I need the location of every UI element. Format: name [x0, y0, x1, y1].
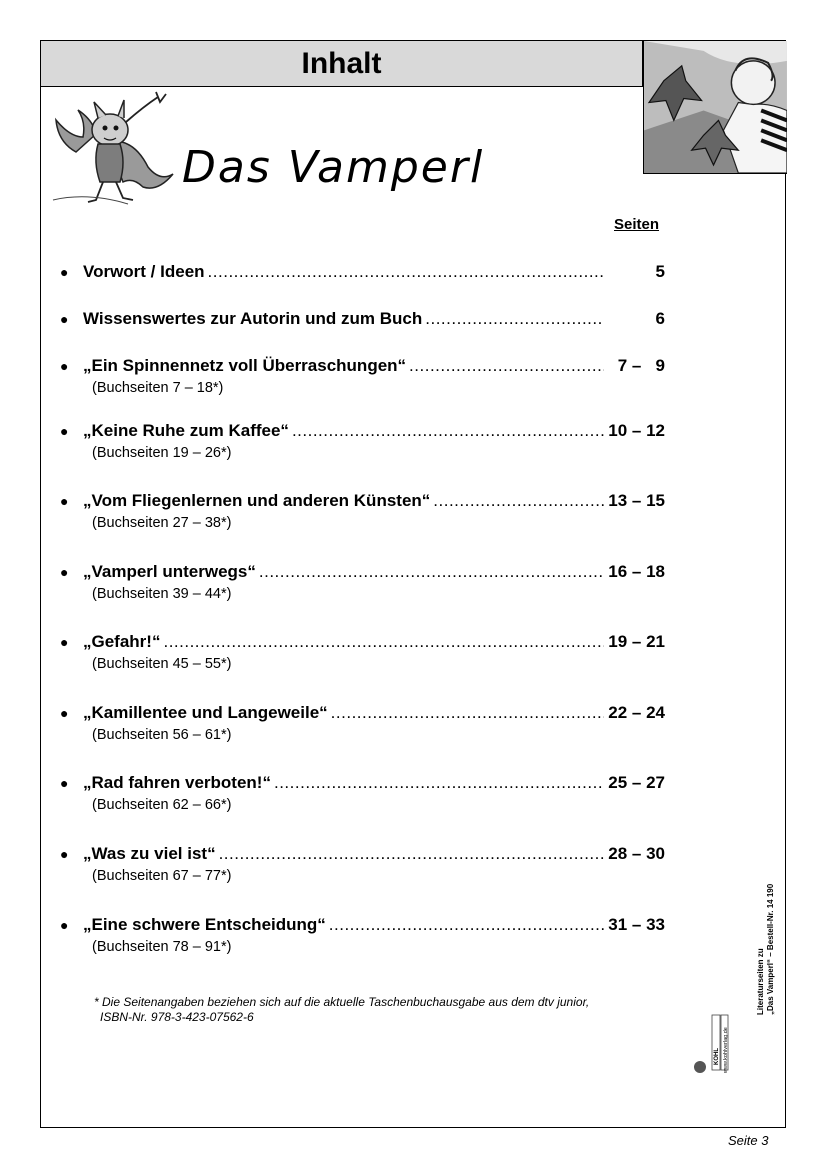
dot-leader — [163, 632, 604, 652]
sidebar-line1: Literaturseiten zu — [756, 948, 765, 1015]
toc-entry-line — [60, 356, 665, 376]
dot-leader — [274, 773, 604, 793]
toc-entry-book-pages: (Buchseiten 62 – 66*) — [92, 797, 232, 813]
bullet-icon: ● — [60, 846, 69, 862]
publisher-logo — [690, 1005, 730, 1075]
illustration-image — [644, 41, 787, 173]
toc-entry-book-pages: (Buchseiten 39 – 44*) — [92, 586, 232, 602]
toc-entry-book-pages: (Buchseiten 7 – 18*) — [92, 380, 224, 396]
dot-leader — [331, 703, 604, 723]
toc-entry — [60, 915, 665, 955]
toc-entry-pages: 31 – 33 — [608, 915, 665, 934]
toc-entry-pages: 10 – 12 — [608, 421, 665, 440]
logo-text: KOHL — [714, 1048, 720, 1065]
toc-entry-line — [60, 562, 665, 582]
toc-entry-pages: 13 – 15 — [608, 491, 665, 510]
toc-entry — [60, 562, 665, 602]
toc-entry-line — [60, 915, 665, 935]
toc-entry-line — [60, 262, 665, 282]
bullet-icon: ● — [60, 917, 69, 933]
toc-entry-pages: 5 — [655, 262, 665, 281]
toc-entry-title: „Keine Ruhe zum Kaffee“ — [83, 421, 289, 440]
toc-entry-title: „Kamillentee und Langeweile“ — [83, 703, 328, 722]
toc-entry-line — [60, 844, 665, 864]
toc-entry — [60, 262, 665, 282]
bullet-icon: ● — [60, 311, 69, 327]
corner-illustration — [643, 41, 787, 174]
footnote — [94, 995, 589, 1025]
toc-entry-book-pages: (Buchseiten 56 – 61*) — [92, 727, 232, 743]
toc-entry-title: „Vamperl unterwegs“ — [83, 562, 256, 581]
toc-entry-book-pages: (Buchseiten 19 – 26*) — [92, 445, 232, 461]
bullet-icon: ● — [60, 705, 69, 721]
toc-entry-title: „Rad fahren verboten!“ — [83, 773, 271, 792]
dot-leader — [433, 491, 604, 511]
toc-entry-pages: 25 – 27 — [608, 773, 665, 792]
toc-entry — [60, 491, 665, 531]
page-title: Inhalt — [301, 46, 382, 80]
dot-leader — [259, 562, 604, 582]
page-number: Seite 3 — [728, 1133, 769, 1148]
toc-entry-book-pages: (Buchseiten 45 – 55*) — [92, 656, 232, 672]
bullet-icon: ● — [60, 423, 69, 439]
toc-entry — [60, 356, 665, 396]
toc-entry-pages: 7 – 9 — [617, 356, 665, 375]
bullet-icon: ● — [60, 358, 69, 374]
bullet-icon: ● — [60, 775, 69, 791]
footnote-line: * Die Seitenangaben beziehen sich auf die aktuelle Taschenbuchausgabe aus dem dtv junior, — [94, 995, 590, 1009]
toc-entry-title: Wissenswertes zur Autorin und zum Buch — [83, 309, 423, 328]
toc-entry-title: „Was zu viel ist“ — [83, 844, 216, 863]
toc-entry-book-pages: (Buchseiten 27 – 38*) — [92, 515, 232, 531]
header-bar — [41, 41, 643, 87]
toc-entry — [60, 773, 665, 813]
dot-leader — [409, 356, 604, 376]
toc-entry-pages: 19 – 21 — [608, 632, 665, 651]
website-text: www.kohlverlag.de — [723, 1027, 729, 1073]
toc-entry-pages: 22 – 24 — [608, 703, 665, 722]
toc-entry-line — [60, 703, 665, 723]
toc-entry-book-pages: (Buchseiten 67 – 77*) — [92, 868, 232, 884]
bullet-icon: ● — [60, 264, 69, 280]
dot-leader — [219, 844, 604, 864]
toc-entry-line — [60, 309, 665, 329]
dot-leader — [292, 421, 604, 441]
toc-entry — [60, 632, 665, 672]
dot-leader — [208, 262, 604, 282]
sidebar-line2: „Das Vamperl“ – Bestell-Nr. 14 190 — [766, 883, 775, 1015]
toc-entry-line — [60, 491, 665, 511]
toc-entry — [60, 421, 665, 461]
toc-entry-pages: 6 — [655, 309, 665, 328]
toc-entry-line — [60, 632, 665, 652]
dot-leader — [329, 915, 604, 935]
toc-entry-pages: 16 – 18 — [608, 562, 665, 581]
toc-entry-pages: 28 – 30 — [608, 844, 665, 863]
toc-entry — [60, 844, 665, 884]
toc-entry-title: „Gefahr!“ — [83, 632, 161, 651]
toc-entry-book-pages: (Buchseiten 78 – 91*) — [92, 939, 232, 955]
bullet-icon: ● — [60, 634, 69, 650]
footnote-isbn: ISBN-Nr. 978-3-423-07562-6 — [100, 1010, 254, 1024]
toc-entry — [60, 703, 665, 743]
vamperl-bat-illustration — [48, 82, 188, 208]
book-title: Das Vamperl — [182, 142, 485, 193]
toc-entry-title: „Ein Spinnennetz voll Überraschungen“ — [83, 356, 407, 375]
toc-entry-line — [60, 773, 665, 793]
bullet-icon: ● — [60, 564, 69, 580]
toc-entry-title: „Vom Fliegenlernen und anderen Künsten“ — [83, 491, 431, 510]
pages-heading: Seiten — [614, 216, 660, 233]
toc-entry-title: „Eine schwere Entscheidung“ — [83, 915, 326, 934]
bullet-icon: ● — [60, 493, 69, 509]
dot-leader — [425, 309, 604, 329]
toc-entry-line — [60, 421, 665, 441]
toc-entry-title: Vorwort / Ideen — [83, 262, 205, 281]
toc-entry — [60, 309, 665, 329]
